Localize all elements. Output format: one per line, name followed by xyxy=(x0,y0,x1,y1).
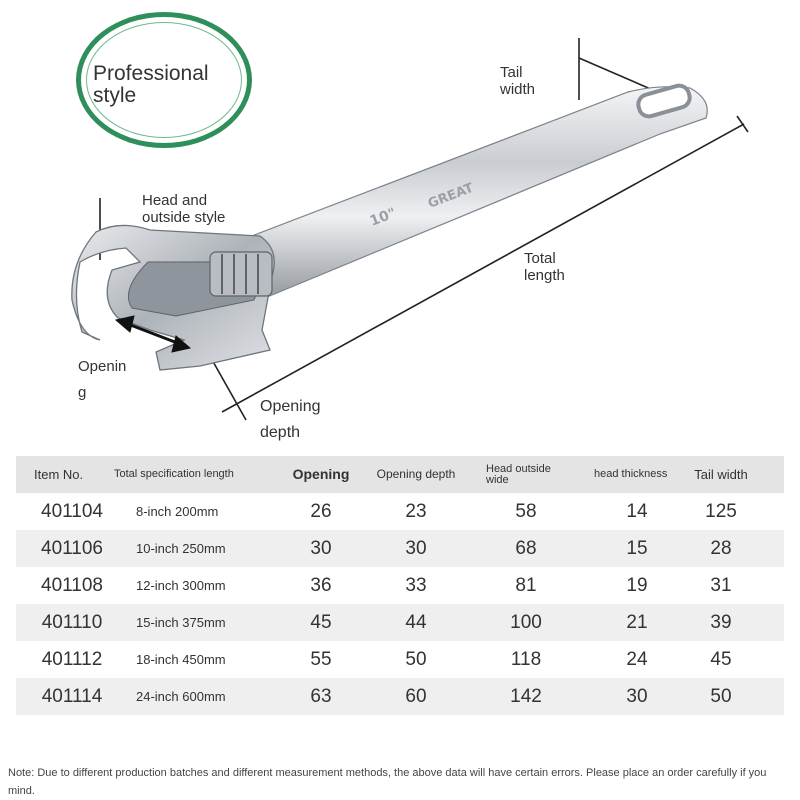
badge-text: Professional style xyxy=(93,62,209,107)
depth-cell: 44 xyxy=(405,611,427,633)
worm-screw xyxy=(210,252,272,296)
table-row xyxy=(16,678,784,715)
opening-cell: 45 xyxy=(310,611,332,633)
table-row xyxy=(16,604,784,641)
tail-cell: 39 xyxy=(710,611,732,633)
tail-cell: 28 xyxy=(710,537,732,559)
head-wide-cell: 100 xyxy=(510,611,542,633)
thickness-cell: 19 xyxy=(626,574,648,596)
tail-cell: 50 xyxy=(710,685,732,707)
depth-cell: 33 xyxy=(405,574,427,596)
header-head-thickness: head thickness xyxy=(594,468,668,480)
spec-cell: 15-inch 375mm xyxy=(136,615,226,630)
spec-cell: 24-inch 600mm xyxy=(136,689,226,704)
head-wide-cell: 58 xyxy=(515,500,537,522)
table-row xyxy=(16,641,784,678)
header-tail-width: Tail width xyxy=(694,467,748,482)
opening-cell: 30 xyxy=(310,537,332,559)
opening-label xyxy=(78,354,126,406)
thickness-cell: 21 xyxy=(626,611,648,633)
tail-cell: 45 xyxy=(710,648,732,670)
spec-cell: 18-inch 450mm xyxy=(136,652,226,667)
thickness-cell: 14 xyxy=(626,500,648,522)
item-no-cell: 401112 xyxy=(41,648,103,670)
spec-table xyxy=(16,456,784,715)
tail-cell: 125 xyxy=(705,500,737,522)
item-no-cell: 401106 xyxy=(41,537,103,559)
header-item-no: Item No. xyxy=(34,467,84,482)
table-header xyxy=(16,456,784,493)
head-wide-cell: 68 xyxy=(515,537,537,559)
head-wide-cell: 81 xyxy=(515,574,537,596)
brand-engraving: GREAT xyxy=(426,180,476,212)
item-no-cell: 401110 xyxy=(41,611,103,633)
total-length-label: Total length xyxy=(524,250,565,284)
opening-label-line2: g xyxy=(78,384,87,401)
item-no-cell: 401108 xyxy=(41,574,103,596)
header-opening: Opening xyxy=(292,466,350,482)
table-row xyxy=(16,530,784,567)
spec-cell: 10-inch 250mm xyxy=(136,541,226,556)
opening-cell: 55 xyxy=(310,648,332,670)
thickness-cell: 15 xyxy=(626,537,648,559)
disclaimer-note: Note: Due to different production batches and different measurement methods, the above data will have certain errors. Please place an order carefully if you mind. xyxy=(8,767,767,797)
item-no-cell: 401104 xyxy=(41,500,103,522)
opening-depth-line2: depth xyxy=(260,424,301,441)
thickness-cell: 30 xyxy=(626,685,648,707)
item-no-cell: 401114 xyxy=(41,685,103,707)
opening-label-line1: Openin xyxy=(78,358,127,375)
spec-cell: 8-inch 200mm xyxy=(136,504,219,519)
opening-cell: 36 xyxy=(310,574,332,596)
head-wide-cell: 142 xyxy=(510,685,542,707)
head-style-label: Head and outside style xyxy=(142,192,226,226)
spec-cell: 12-inch 300mm xyxy=(136,578,226,593)
opening-cell: 26 xyxy=(310,500,332,522)
opening-cell: 63 xyxy=(310,685,332,707)
table-row xyxy=(16,567,784,604)
depth-cell: 30 xyxy=(405,537,427,559)
opening-depth-label xyxy=(260,394,321,446)
size-engraving: 10" xyxy=(367,205,399,230)
header-head-wide: Head outside wide xyxy=(486,462,551,486)
header-depth: Opening depth xyxy=(376,467,456,481)
depth-cell: 23 xyxy=(405,500,427,522)
tail-cell: 31 xyxy=(710,574,732,596)
depth-cell: 60 xyxy=(405,685,427,707)
tail-width-label: Tail width xyxy=(500,64,536,98)
table-row xyxy=(16,493,784,530)
thickness-cell: 24 xyxy=(626,648,648,670)
head-wide-cell: 118 xyxy=(510,648,542,670)
total-length-end-tick xyxy=(737,116,748,132)
opening-depth-line1: Opening xyxy=(260,398,321,415)
header-spec: Total specification length xyxy=(114,468,234,480)
depth-cell: 50 xyxy=(405,648,427,670)
